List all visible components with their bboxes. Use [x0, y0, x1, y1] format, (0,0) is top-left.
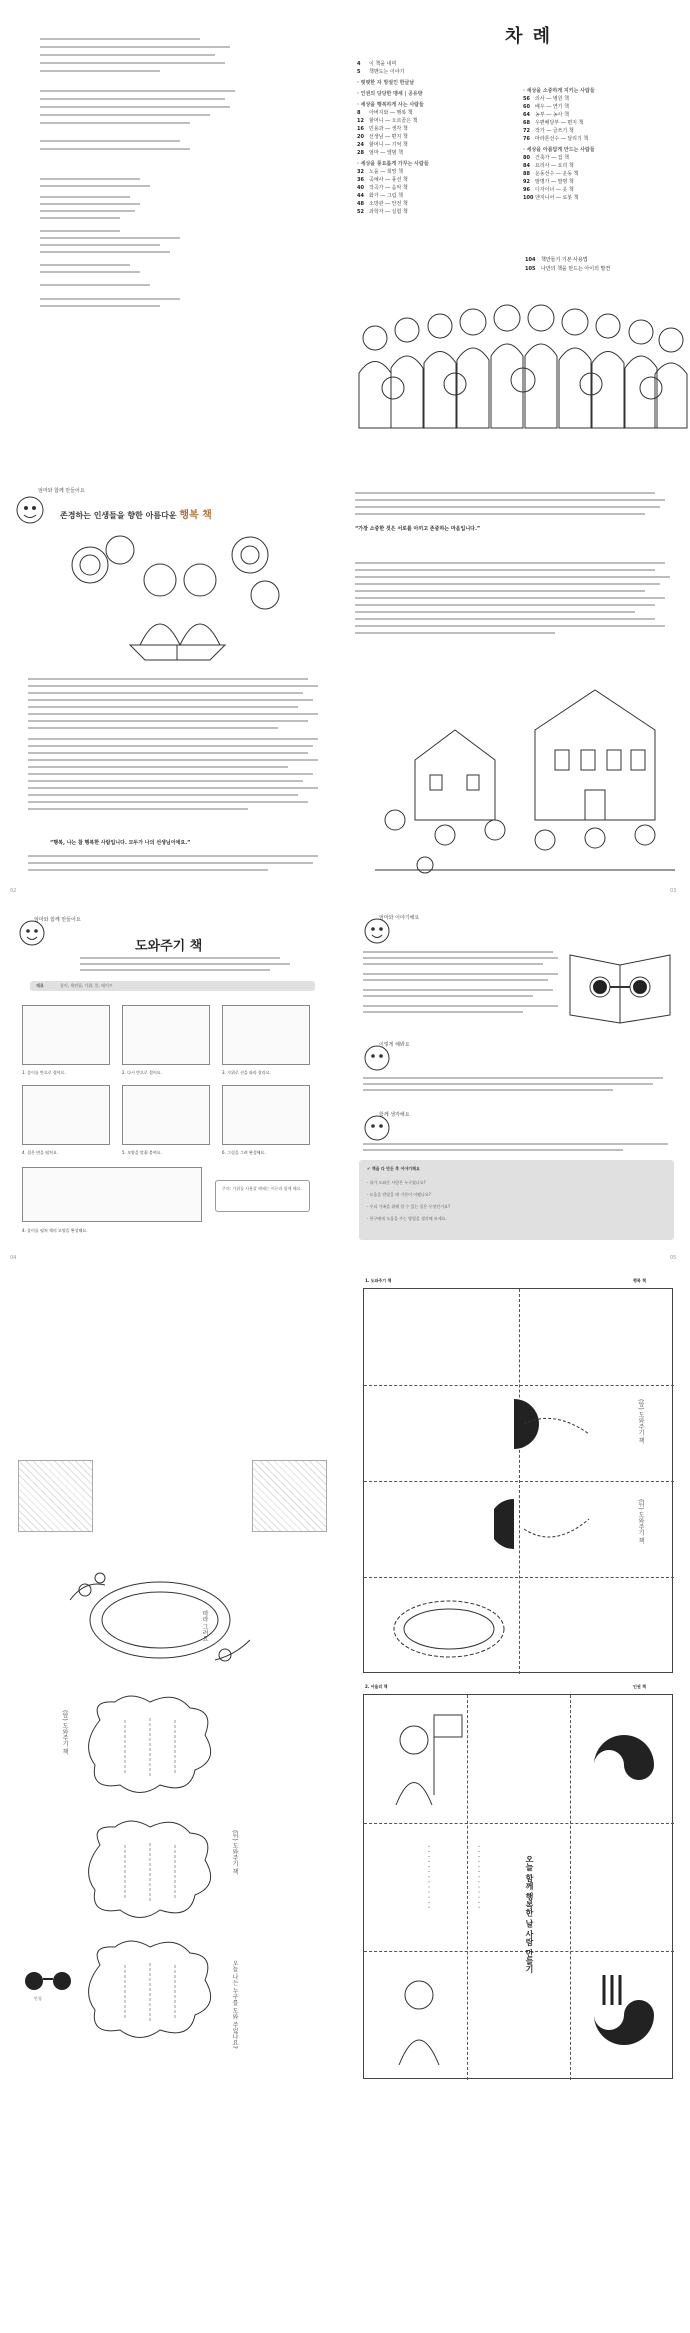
vertical-text: 오늘 나는 누구를 도와 주었나요? — [231, 1960, 238, 2049]
step-image — [22, 1085, 110, 1145]
template-title: 1. 도와주기 책 — [365, 1278, 392, 1283]
step-image — [22, 1005, 110, 1065]
glasses-icon — [20, 1970, 76, 1992]
step-caption: 3. 가위로 선을 따라 잘라요. — [222, 1070, 271, 1075]
toc-item[interactable]: 100 엔지니어 ― 로봇 책 — [523, 195, 579, 201]
wreath-frame — [60, 1560, 260, 1680]
toc-section: · 세상을 소중하게 지키는 사람들 — [523, 88, 595, 94]
page-number: 02 — [10, 888, 17, 894]
child-flag-illustration — [374, 1705, 464, 1815]
cloud-frame — [80, 1815, 220, 1925]
cloud-frame — [80, 1690, 220, 1800]
discussion-box: ✔ 책을 다 만든 후 이야기해요 · 내가 도와준 사람은 누구였나요? · 도움을 받았을 때 기분이 어땠나요? · 우리 가족을 위해 할 수 있는 일은 무엇인가요? · 친구에게 도움을 주는 방법을 생각해 보세요. — [359, 1160, 674, 1240]
toc-section: · 떳떳한 자 망설인 한글날 — [357, 80, 415, 86]
chapter-page-left — [0, 470, 345, 900]
vertical-text: (뒤) 도와주기 책 — [637, 1499, 644, 1544]
template-title: 2. 어울리 책 — [365, 1684, 388, 1689]
side-label: 따라 그려요 — [201, 1610, 208, 1642]
toc-item[interactable]: 40 작곡가 ― 음악 책 — [357, 185, 408, 191]
template-page-label: 인권 책 — [633, 1684, 646, 1689]
toc-item[interactable]: 8 아버지와 ― 행복 책 — [357, 110, 413, 116]
materials-bar: 재료 종이, 색연필, 가위, 풀, 테이프 — [30, 981, 315, 991]
toc-front-item[interactable]: 4 이 책을 내며 — [357, 61, 397, 67]
chapter-heading: 존경하는 인생들을 향한 아름다운 행복 책 — [60, 510, 212, 521]
craft-title: 도와주기 책 — [135, 939, 203, 954]
toc-item[interactable]: 48 소방관 ― 안전 책 — [357, 201, 408, 207]
page-number: 05 — [670, 1255, 677, 1261]
center-text: 오늘 함께 행복한 날 사람 만들기 — [525, 1855, 534, 1973]
toc-item[interactable]: 44 화가 ― 그림 책 — [357, 193, 403, 199]
toc-right-column — [523, 84, 683, 202]
step-image — [222, 1085, 310, 1145]
toc-item[interactable]: 36 곡예사 ― 풍선 책 — [357, 177, 408, 183]
chapter-quote: “행복, 나는 참 행복한 사람입니다. 모두가 나의 선생님이에요.” — [50, 840, 191, 846]
template-panel — [363, 1288, 673, 1673]
taegeuk-shape — [584, 1965, 664, 2065]
vertical-text: (앞) 도와주기 책 — [637, 1399, 644, 1444]
toc-item[interactable]: 72 작가 ― 글쓰기 책 — [523, 128, 574, 134]
toc-item[interactable]: 32 노을 ― 희망 책 — [357, 169, 403, 175]
page-number: 03 — [670, 888, 677, 894]
template-panel — [363, 1694, 673, 2079]
toc-item[interactable]: 12 할머니 ― 오르골은 책 — [357, 118, 418, 124]
toc-item[interactable]: 84 요리사 ― 요리 책 — [523, 163, 574, 169]
glasses-label: 안경 — [34, 1996, 42, 2001]
badge-text: 함께 생각해요 — [379, 1112, 410, 1118]
toc-item[interactable]: 24 할머니 ― 기억 책 — [357, 142, 408, 148]
template-page-right — [345, 1270, 690, 2333]
badge-text: 엄마와 함께 만들어요 — [38, 488, 85, 494]
step-image — [122, 1005, 210, 1065]
toc-front-item[interactable]: 5 책맨도는 이야기 — [357, 69, 405, 75]
dotted-writing-line: · · · · · · · · · · · · · — [474, 1845, 483, 1909]
vertical-text: (뒤) 도와주기 책 — [231, 1830, 238, 1875]
toc-item[interactable]: 92 발명가 ― 발명 책 — [523, 179, 574, 185]
toc-title: 차 례 — [505, 26, 553, 47]
toc-section: · 세상을 풍요롭게 가꾸는 사람들 — [357, 161, 429, 167]
toc-section: · 인권의 당당한 맹세 | 공유방 — [357, 91, 423, 97]
step-caption: 4. 접은 면을 펼쳐요. — [22, 1150, 58, 1155]
book-illustration — [565, 945, 675, 1025]
tip-box: 주의: 가위를 사용할 때에는 어른과 함께 해요. — [215, 1180, 310, 1212]
craft-instructions-page — [0, 905, 345, 1270]
step-caption: 4. 종이를 펼쳐 책의 모양을 완성해요. — [22, 1228, 88, 1233]
chapter-quote: “가장 소중한 것은 서로를 아끼고 존중하는 마음입니다.” — [355, 526, 481, 532]
talk-page — [345, 905, 690, 1270]
toc-item[interactable]: 20 선생님 ― 편지 책 — [357, 134, 408, 140]
toc-item[interactable]: 52 과학자 ― 실험 책 — [357, 209, 408, 215]
toc-item[interactable]: 28 엄마 ― 앨범 책 — [357, 150, 403, 156]
step-caption: 1. 종이를 반으로 접어요. — [22, 1070, 66, 1075]
toc-bottom — [525, 256, 610, 274]
toc-item[interactable]: 16 민용과 ― 생각 책 — [357, 126, 408, 132]
hatched-square — [252, 1460, 327, 1532]
yin-yang-shape — [494, 1389, 614, 1479]
toc-item[interactable]: 96 디자이너 ― 옷 책 — [523, 187, 574, 193]
toc-item[interactable]: 105 나만의 책을 만드는 아이의 발견 — [525, 266, 611, 272]
child-illustration — [374, 1965, 464, 2075]
toc-item[interactable]: 56 의사 ― 병원 책 — [523, 96, 569, 102]
taegeuk-shape — [584, 1725, 664, 1805]
town-illustration — [355, 670, 680, 875]
step-caption: 5. 모양을 맞춰 붙여요. — [122, 1150, 162, 1155]
dotted-writing-line: · · · · · · · · · · · · · — [424, 1845, 433, 1909]
toc-item[interactable]: 88 운동선수 ― 운동 책 — [523, 171, 579, 177]
badge-text: 엄마와 함께 만들어요 — [34, 917, 81, 923]
crowd-illustration — [345, 288, 690, 466]
template-page-left — [0, 1270, 345, 2333]
step-caption: 6. 그림을 그려 완성해요. — [222, 1150, 266, 1155]
toc-item[interactable]: 64 농부 ― 농사 책 — [523, 112, 569, 118]
vertical-text: (앞) 도와주기 책 — [61, 1710, 68, 1755]
wreath-frame — [384, 1594, 514, 1664]
toc-section: · 세상을 행복하게 사는 사람들 — [357, 102, 424, 108]
toc-item[interactable]: 68 우편배달부 ― 편지 책 — [523, 120, 584, 126]
chapter-page-right — [345, 470, 690, 900]
copyright-page — [0, 0, 345, 470]
toc-left-column — [357, 60, 507, 216]
badge-text: 이렇게 해봐요 — [379, 1042, 410, 1048]
toc-item[interactable]: 104 책만들기 기본 사용법 — [525, 257, 588, 263]
toc-section: · 세상을 아름답게 만드는 사람들 — [523, 147, 595, 153]
mascot-icon — [10, 490, 60, 530]
elders-reading-illustration — [60, 525, 285, 665]
toc-item[interactable]: 80 건축가 ― 집 책 — [523, 155, 569, 161]
yin-yang-shape — [494, 1489, 614, 1569]
step-image — [122, 1085, 210, 1145]
badge-text: 엄마와 이야기해요 — [379, 915, 420, 921]
page-number: 04 — [10, 1255, 17, 1261]
step-image — [22, 1167, 202, 1222]
cloud-frame — [80, 1935, 220, 2045]
template-page-label: 행복 책 — [633, 1278, 646, 1283]
step-caption: 2. 다시 반으로 접어요. — [122, 1070, 162, 1075]
step-image — [222, 1005, 310, 1065]
toc-item[interactable]: 60 배우 ― 연기 책 — [523, 104, 569, 110]
hatched-square — [18, 1460, 93, 1532]
toc-item[interactable]: 76 마라톤선수 ― 달리기 책 — [523, 136, 589, 142]
toc-page — [345, 0, 690, 470]
